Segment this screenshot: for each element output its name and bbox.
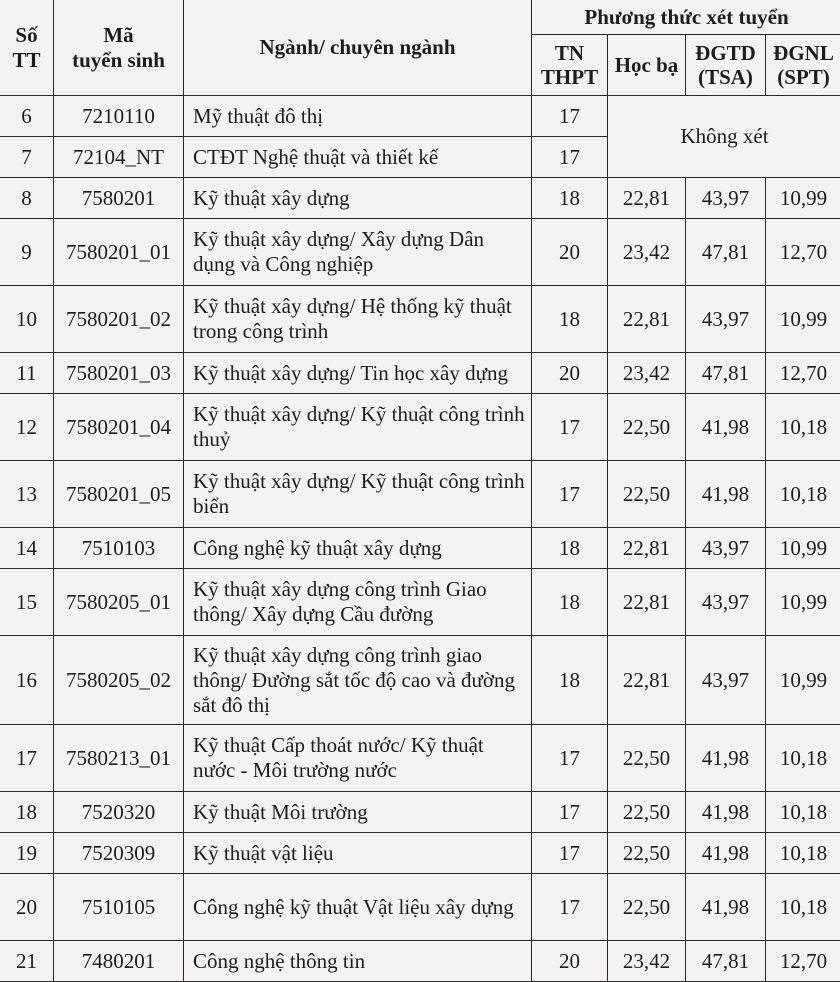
- method-hoc-ba-header: Học bạ: [608, 35, 686, 96]
- row-tn-thpt: 20: [532, 941, 608, 982]
- table-row: [0, 725, 840, 792]
- row-spt: 10,18: [766, 394, 840, 461]
- table-row: [0, 569, 840, 636]
- method-tsa-header: ĐGTD (TSA): [686, 35, 766, 96]
- row-hoc-ba: 22,81: [608, 528, 686, 569]
- row-stt: 19: [0, 833, 54, 874]
- row-tn-thpt: 17: [532, 137, 608, 178]
- row-stt: 16: [0, 636, 54, 725]
- row-spt: 10,99: [766, 178, 840, 219]
- row-stt: 6: [0, 96, 54, 137]
- table-row: [0, 394, 840, 461]
- row-tsa: 41,98: [686, 461, 766, 528]
- row-code: 7580201_03: [54, 353, 184, 394]
- row-major: Kỹ thuật Cấp thoát nước/ Kỹ thuật nước - Môi trường nước: [184, 725, 532, 792]
- row-tn-thpt: 18: [532, 636, 608, 725]
- table-row: [0, 792, 840, 833]
- row-hoc-ba: 22,81: [608, 569, 686, 636]
- table-row: [0, 96, 840, 137]
- row-spt: 12,70: [766, 941, 840, 982]
- row-stt: 9: [0, 219, 54, 286]
- row-tn-thpt: 17: [532, 96, 608, 137]
- row-tn-thpt: 17: [532, 394, 608, 461]
- row-stt: 7: [0, 137, 54, 178]
- row-code: 7480201: [54, 941, 184, 982]
- row-tn-thpt: 17: [532, 792, 608, 833]
- row-stt: 14: [0, 528, 54, 569]
- row-tsa: 47,81: [686, 219, 766, 286]
- row-major: Công nghệ kỹ thuật Vật liệu xây dựng: [184, 874, 532, 941]
- row-code: 7580201_05: [54, 461, 184, 528]
- row-tsa: 41,98: [686, 725, 766, 792]
- row-major: Công nghệ kỹ thuật xây dựng: [184, 528, 532, 569]
- row-hoc-ba: 22,50: [608, 792, 686, 833]
- row-hoc-ba: 22,50: [608, 874, 686, 941]
- row-hoc-ba: 22,50: [608, 833, 686, 874]
- table-row: [0, 528, 840, 569]
- row-code: 72104_NT: [54, 137, 184, 178]
- row-tn-thpt: 20: [532, 353, 608, 394]
- row-stt: 12: [0, 394, 54, 461]
- row-tsa: 43,97: [686, 569, 766, 636]
- row-stt: 21: [0, 941, 54, 982]
- row-spt: 10,18: [766, 792, 840, 833]
- row-tn-thpt: 17: [532, 725, 608, 792]
- row-hoc-ba: 22,81: [608, 636, 686, 725]
- row-code: 7520320: [54, 792, 184, 833]
- row-spt: 10,18: [766, 874, 840, 941]
- row-tn-thpt: 18: [532, 569, 608, 636]
- row-code: 7210110: [54, 96, 184, 137]
- row-code: 7510105: [54, 874, 184, 941]
- row-tsa: 41,98: [686, 394, 766, 461]
- row-spt: 10,18: [766, 725, 840, 792]
- row-stt: 10: [0, 286, 54, 353]
- row-hoc-ba: 23,42: [608, 219, 686, 286]
- stt-header: Số TT: [0, 0, 54, 96]
- table-row: [0, 178, 840, 219]
- row-tn-thpt: 17: [532, 461, 608, 528]
- code-header: Mã tuyển sinh: [54, 0, 184, 96]
- table-row: [0, 941, 840, 982]
- row-major: Kỹ thuật vật liệu: [184, 833, 532, 874]
- row-code: 7520309: [54, 833, 184, 874]
- row-spt: 10,18: [766, 461, 840, 528]
- row-major: Kỹ thuật xây dựng công trình giao thông/ Đường sắt tốc độ cao và đường sắt đô thị: [184, 636, 532, 725]
- row-stt: 13: [0, 461, 54, 528]
- row-major: Kỹ thuật xây dựng/ Xây dựng Dân dụng và Công nghiệp: [184, 219, 532, 286]
- row-hoc-ba: 22,50: [608, 394, 686, 461]
- row-spt: 10,18: [766, 833, 840, 874]
- header-row: [0, 0, 840, 35]
- row-stt: 20: [0, 874, 54, 941]
- row-code: 7580201: [54, 178, 184, 219]
- row-tn-thpt: 18: [532, 528, 608, 569]
- row-tsa: 43,97: [686, 636, 766, 725]
- row-code: 7580213_01: [54, 725, 184, 792]
- row-spt: 10,99: [766, 636, 840, 725]
- row-tsa: 43,97: [686, 528, 766, 569]
- row-tsa: 47,81: [686, 941, 766, 982]
- row-major: Kỹ thuật Môi trường: [184, 792, 532, 833]
- row-code: 7580201_04: [54, 394, 184, 461]
- row-stt: 18: [0, 792, 54, 833]
- method-spt-header: ĐGNL (SPT): [766, 35, 840, 96]
- row-tn-thpt: 18: [532, 286, 608, 353]
- row-major: Kỹ thuật xây dựng/ Hệ thống kỹ thuật trong công trình: [184, 286, 532, 353]
- table-row: [0, 874, 840, 941]
- row-tsa: 41,98: [686, 833, 766, 874]
- row-spt: 12,70: [766, 219, 840, 286]
- row-tsa: 41,98: [686, 874, 766, 941]
- row-hoc-ba: 23,42: [608, 941, 686, 982]
- row-stt: 17: [0, 725, 54, 792]
- not-considered-note: Không xét: [608, 96, 840, 178]
- row-major: Kỹ thuật xây dựng/ Tin học xây dựng: [184, 353, 532, 394]
- table-row: [0, 833, 840, 874]
- row-spt: 10,99: [766, 569, 840, 636]
- row-major: Kỹ thuật xây dựng/ Kỹ thuật công trình thuỷ: [184, 394, 532, 461]
- row-hoc-ba: 22,81: [608, 178, 686, 219]
- row-code: 7580201_02: [54, 286, 184, 353]
- row-major: Công nghệ thông tin: [184, 941, 532, 982]
- table-row: [0, 461, 840, 528]
- row-stt: 11: [0, 353, 54, 394]
- row-hoc-ba: 22,81: [608, 286, 686, 353]
- row-spt: 10,99: [766, 528, 840, 569]
- methods-header: Phương thức xét tuyển: [532, 0, 840, 35]
- row-major: Mỹ thuật đô thị: [184, 96, 532, 137]
- row-tsa: 41,98: [686, 792, 766, 833]
- table-row: [0, 353, 840, 394]
- row-tn-thpt: 17: [532, 874, 608, 941]
- method-tn-thpt-header: TN THPT: [532, 35, 608, 96]
- row-major: Kỹ thuật xây dựng/ Kỹ thuật công trình biển: [184, 461, 532, 528]
- row-code: 7510103: [54, 528, 184, 569]
- row-code: 7580205_02: [54, 636, 184, 725]
- row-major: Kỹ thuật xây dựng: [184, 178, 532, 219]
- table-row: [0, 636, 840, 725]
- row-hoc-ba: 23,42: [608, 353, 686, 394]
- row-tn-thpt: 18: [532, 178, 608, 219]
- row-major: CTĐT Nghệ thuật và thiết kế: [184, 137, 532, 178]
- row-tsa: 43,97: [686, 286, 766, 353]
- row-stt: 8: [0, 178, 54, 219]
- row-tn-thpt: 20: [532, 219, 608, 286]
- row-code: 7580205_01: [54, 569, 184, 636]
- row-tn-thpt: 17: [532, 833, 608, 874]
- row-spt: 12,70: [766, 353, 840, 394]
- row-spt: 10,99: [766, 286, 840, 353]
- table-row: [0, 286, 840, 353]
- row-hoc-ba: 22,50: [608, 725, 686, 792]
- row-tsa: 43,97: [686, 178, 766, 219]
- row-stt: 15: [0, 569, 54, 636]
- row-code: 7580201_01: [54, 219, 184, 286]
- row-hoc-ba: 22,50: [608, 461, 686, 528]
- major-header: Ngành/ chuyên ngành: [184, 0, 532, 96]
- row-major: Kỹ thuật xây dựng công trình Giao thông/ Xây dựng Cầu đường: [184, 569, 532, 636]
- table-row: [0, 219, 840, 286]
- row-tsa: 47,81: [686, 353, 766, 394]
